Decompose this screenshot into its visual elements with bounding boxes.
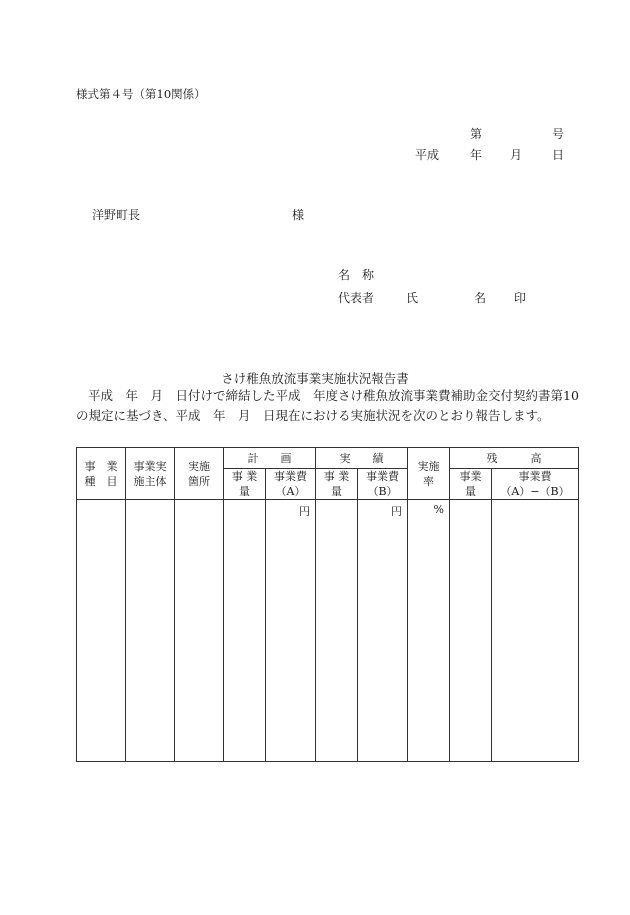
mei-label: 名 xyxy=(474,291,487,305)
form-number: 様式第４号（第10関係） xyxy=(76,87,206,101)
date-month: 月 xyxy=(510,148,523,162)
cell-keikaku-hi: 円 xyxy=(266,500,316,762)
header-jigyo-shutai: 事業実 施主体 xyxy=(126,448,175,500)
cell-keikaku-ryo xyxy=(224,500,266,762)
header-zandaka-ryo: 事業 量 xyxy=(450,469,492,500)
document-title: さけ稚魚放流事業実施状況報告書 xyxy=(221,371,409,386)
header-keikaku-ryo: 事 業 量 xyxy=(224,469,266,500)
header-jisseki-hi: 事業費 （B） xyxy=(358,469,408,500)
cell-jigyo-shutai xyxy=(126,500,175,762)
body-paragraph xyxy=(76,386,586,425)
cell-jisshi-kasho xyxy=(175,500,224,762)
cell-zandaka-ryo xyxy=(450,500,492,762)
cell-jisshi-ritsu: % xyxy=(408,500,450,762)
honorific: 様 xyxy=(292,208,305,222)
cell-jisseki-hi: 円 xyxy=(358,500,408,762)
header-keikaku: 計 画 xyxy=(224,448,316,469)
header-keikaku-hi: 事業費 （A） xyxy=(266,469,316,500)
representative-label: 代表者 xyxy=(338,291,375,305)
header-zandaka: 残 高 xyxy=(450,448,579,469)
number-dai: 第 xyxy=(470,127,483,141)
date-era: 平成 xyxy=(415,148,440,162)
cell-zandaka-hi xyxy=(492,500,579,762)
header-jigyo-shumoku: 事 業 種 目 xyxy=(77,448,126,500)
body-text: 平成 年 月 日付けで締結した平成 年度さけ稚魚放流事業費補助金交付契約書第10の規定に基づき、平成 年 月 日現在における実施状況を次のとおり報告します。 xyxy=(76,388,579,423)
header-jisshi-kasho: 実施 箇所 xyxy=(175,448,224,500)
cell-jigyo-shumoku xyxy=(77,500,126,762)
seal-label: 印 xyxy=(514,291,527,305)
shi-label: 氏 xyxy=(406,291,419,305)
date-day: 日 xyxy=(552,148,565,162)
cell-jisseki-ryo xyxy=(316,500,358,762)
addressee: 洋野町長 xyxy=(92,208,141,222)
report-table xyxy=(76,447,579,762)
header-jisshi-ritsu: 実施 率 xyxy=(408,448,450,500)
header-jisseki: 実 績 xyxy=(316,448,408,469)
header-zandaka-hi: 事業費 （A）−（B） xyxy=(492,469,579,500)
number-go: 号 xyxy=(552,127,565,141)
date-year: 年 xyxy=(470,148,483,162)
header-jisseki-ryo: 事 業 量 xyxy=(316,469,358,500)
name-label: 名 称 xyxy=(338,268,375,282)
